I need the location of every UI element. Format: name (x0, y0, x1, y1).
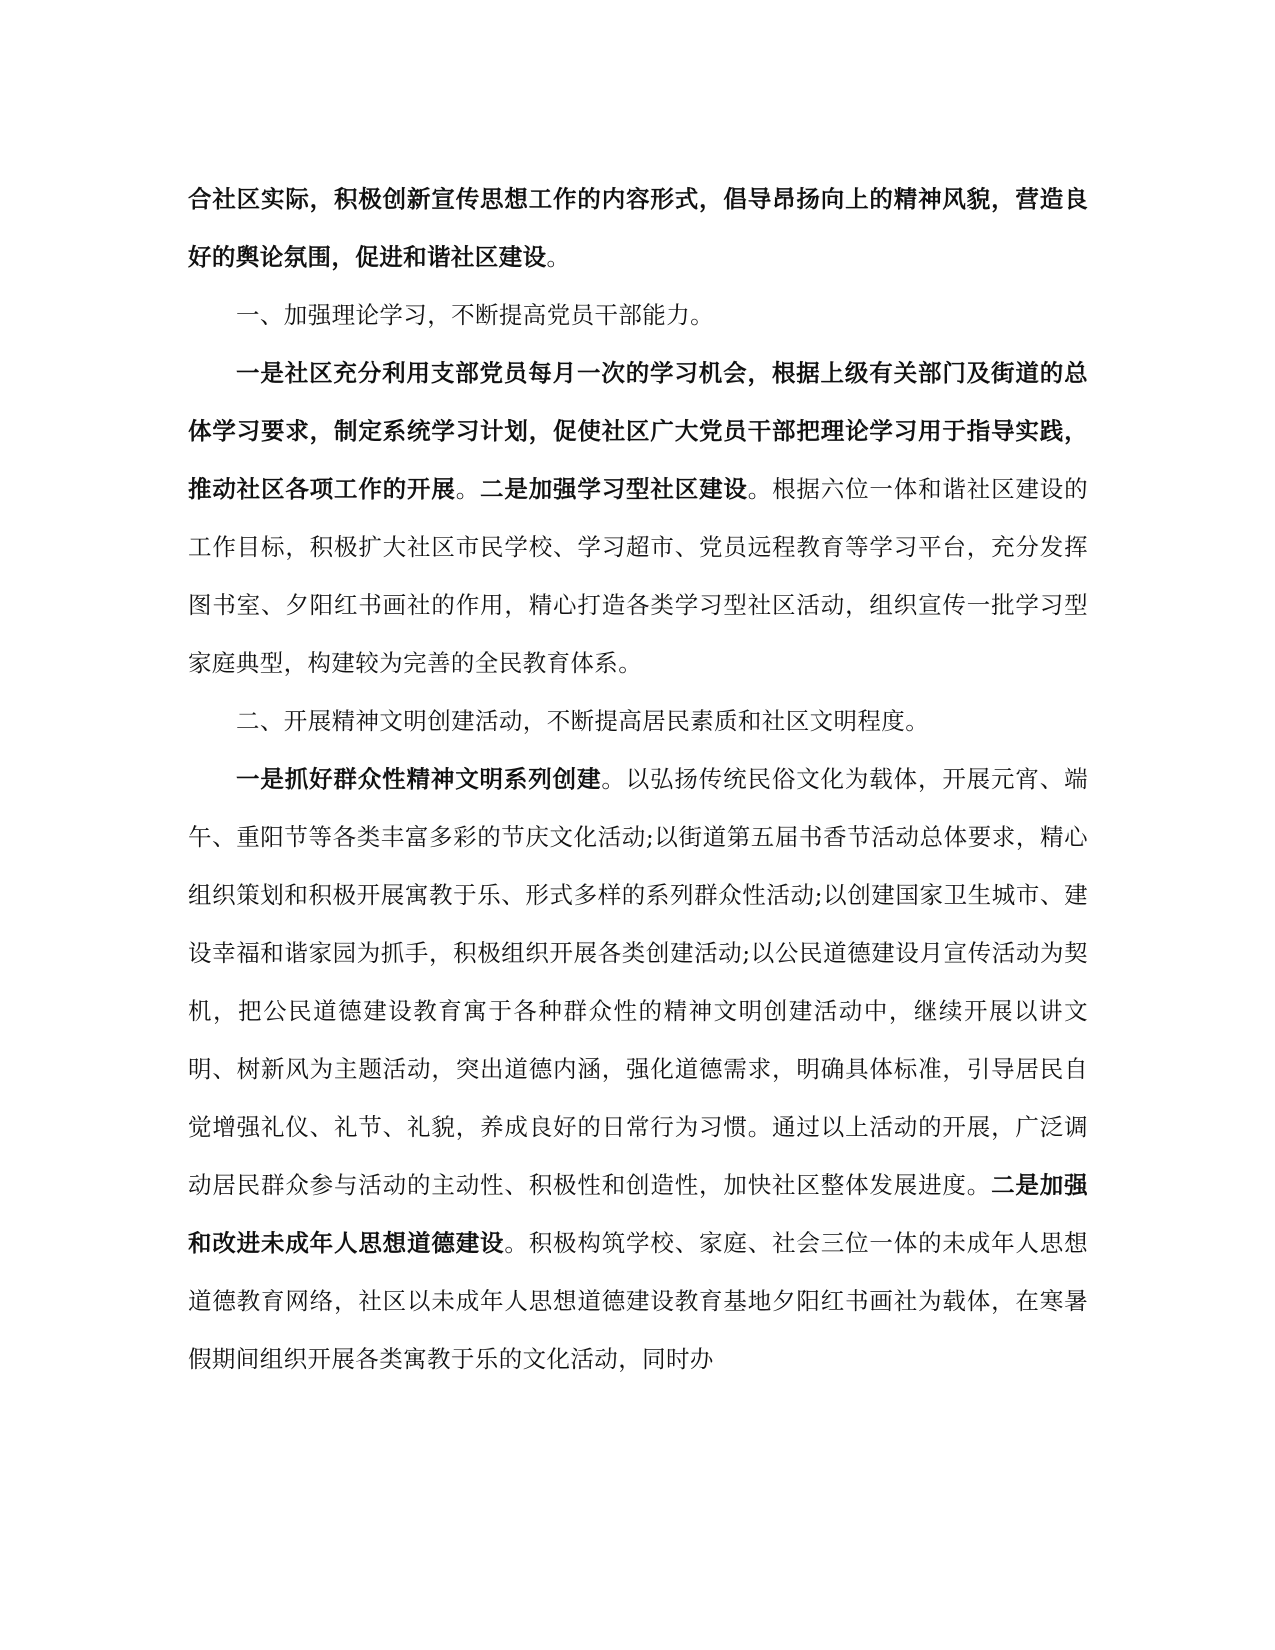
bold-text-run: 合社区实际，积极创新宣传思想工作的内容形式，倡导昂扬向上的精神风貌，营造良好的舆论氛围，促进和谐社区建设 (188, 185, 1088, 271)
bold-text-run: 二是加强学习型社区建设 (480, 475, 748, 503)
text-run: 。 (546, 243, 571, 271)
section-heading-two (188, 692, 1088, 750)
paragraph-continuation (188, 170, 1088, 286)
bold-text-run: 一是社区充分利用支部党员每月一次的学习机会，根据上级有关部门及街道的总体学习要求，制定系统学习计划，促使社区广大党员干部把理论学习用于指导实践，推动社区各项工作的开展 (188, 359, 1088, 503)
paragraph-civilization-activities (188, 750, 1088, 1388)
text-run: 一、加强理论学习，不断提高党员干部能力。 (236, 301, 714, 329)
bold-text-run: 二是加强和改进未成年人思想道德建设 (188, 1171, 1089, 1257)
text-run: 。积极构筑学校、家庭、社会三位一体的未成年人思想道德教育网络，社区以未成年人思想道德建设教育基地夕阳红书画社为载体，在寒暑假期间组织开展各类寓教于乐的文化活动，同时办 (188, 1229, 1088, 1373)
section-heading-one (188, 286, 1088, 344)
text-run: 。根据六位一体和谐社区建设的工作目标，积极扩大社区市民学校、学习超市、党员远程教育等学习平台，充分发挥图书室、夕阳红书画社的作用，精心打造各类学习型社区活动，组织宣传一批学习型家庭典型，构建较为完善的全民教育体系。 (188, 475, 1089, 677)
text-run: 。 (455, 475, 481, 503)
paragraph-theory-study (188, 344, 1088, 692)
bold-text-run: 一是抓好群众性精神文明系列创建 (236, 765, 602, 793)
document-body (188, 170, 1088, 1388)
text-run: 。以弘扬传统民俗文化为载体，开展元宵、端午、重阳节等各类丰富多彩的节庆文化活动;以街道第五届书香节活动总体要求，精心组织策划和积极开展寓教于乐、形式多样的系列群众性活动;以创建国家卫生城市、建设幸福和谐家园为抓手，积极组织开展各类创建活动;以公民道德建设月宣传活动为契机，把公民道德建设教育寓于各种群众性的精神文明创建活动中，继续开展以讲文明、树新风为主题活动，突出道德内涵，强化道德需求，明确具体标准，引导居民自觉增强礼仪、礼节、礼貌，养成良好的日常行为习惯。通过以上活动的开展，广泛调动居民群众参与活动的主动性、积极性和创造性，加快社区整体发展进度。 (188, 765, 1089, 1199)
text-run: 二、开展精神文明创建活动，不断提高居民素质和社区文明程度。 (236, 707, 930, 735)
